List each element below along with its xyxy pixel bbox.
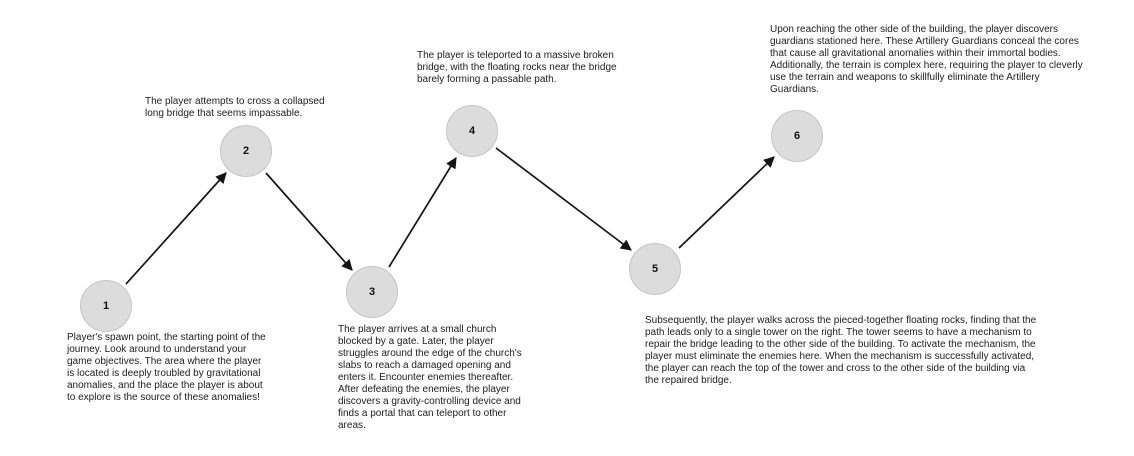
- node-5-description: Subsequently, the player walks across the pieced-together floating rocks, finding that the path leads only to a single tower on the right. The tower seems to have a mechanism to repair the bridge leading to the other side of the building. To activate the mechanism, the player must eliminate the enemies here. When the mechanism is successfully activated, the player can reach the top of the tower and cross to the other side of the building via the repaired bridge.: [645, 315, 1037, 386]
- flow-node-2-label: 2: [242, 145, 250, 157]
- flow-node-5-label: 5: [651, 263, 659, 275]
- flow-node-6: [771, 110, 823, 162]
- flow-node-4: [446, 105, 498, 157]
- flow-node-6-label: 6: [793, 130, 801, 142]
- arrow-3-4: [389, 158, 456, 267]
- arrow-5-6: [679, 157, 774, 248]
- arrow-4-5: [496, 148, 631, 250]
- flow-node-2: [220, 125, 272, 177]
- flow-node-1-label: 1: [102, 300, 110, 312]
- node-6-description: Upon reaching the other side of the building, the player discovers guardians stationed here. These Artillery Guardians conceal the cores that cause all gravitational anomalies within their immortal bodies. Additionally, the terrain is complex here, requiring the player to cleverly use the terrain and weapons to skillfully eliminate the Artillery Guardians.: [770, 24, 1083, 95]
- arrow-1-2: [126, 173, 226, 284]
- flow-node-5: [629, 243, 681, 295]
- arrow-2-3: [266, 173, 352, 270]
- flow-node-3: [346, 266, 398, 318]
- flow-node-4-label: 4: [468, 125, 476, 137]
- node-2-description: The player attempts to cross a collapsed long bridge that seems impassable.: [145, 96, 325, 119]
- node-3-description: The player arrives at a small church blocked by a gate. Later, the player struggles around the edge of the church's slabs to reach a damaged opening and enters it. Encounter enemies thereafter. After defeating the enemies, the player discovers a gravity-controlling device and finds a portal that can teleport to other areas.: [338, 324, 522, 431]
- flow-node-3-label: 3: [368, 286, 376, 298]
- node-1-description: Player's spawn point, the starting point of the journey. Look around to understand your game objectives. The area where the player is located is deeply troubled by gravitational anomalies, and the place the player is about to explore is the source of these anomalies!: [67, 332, 266, 403]
- flow-node-1: [80, 280, 132, 332]
- node-4-description: The player is teleported to a massive broken bridge, with the floating rocks near the bridge barely forming a passable path.: [417, 50, 617, 85]
